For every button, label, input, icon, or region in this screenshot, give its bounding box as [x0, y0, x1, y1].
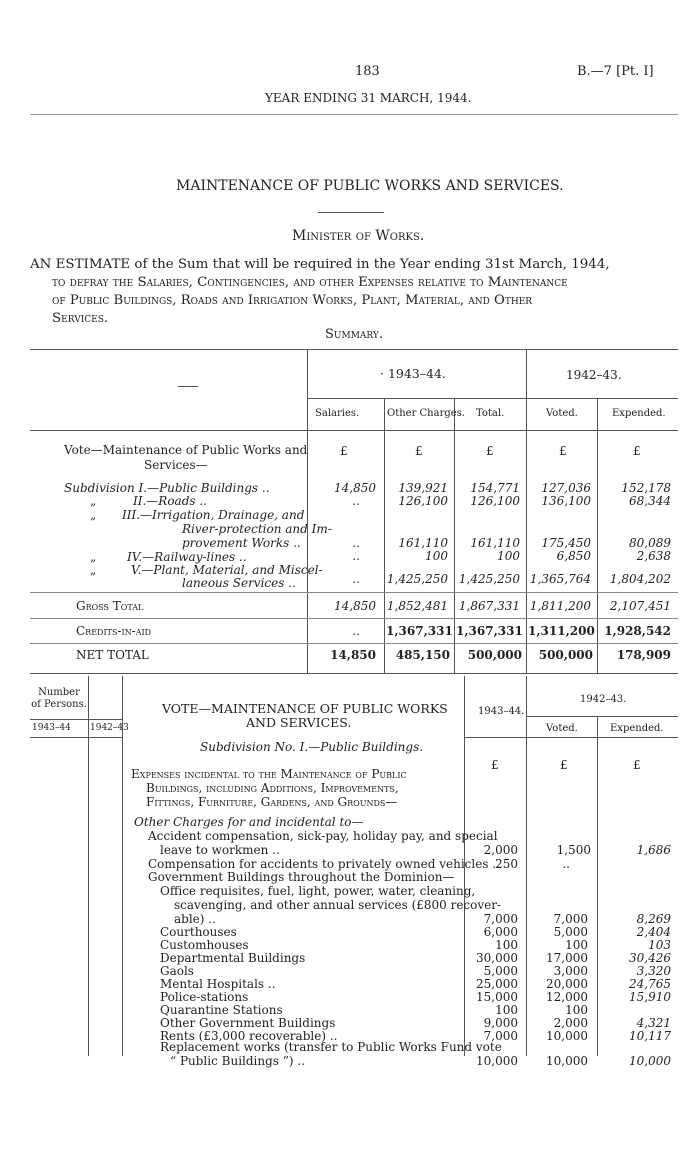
item-label: Mental Hospitals .. [160, 977, 276, 991]
cell-1943: 2,000 [483, 843, 518, 857]
cell-1943: 100 [495, 938, 518, 952]
pound-expended: £ [633, 444, 641, 458]
row-label-roads: II.—Roads .. [133, 494, 207, 508]
row-label: NET TOTAL [76, 648, 149, 662]
cell-total: 126,100 [470, 494, 520, 508]
cell-other: 1,367,331 [386, 624, 453, 638]
cell-voted: 17,000 [546, 951, 588, 965]
cell-total: 100 [497, 549, 520, 563]
cell-voted: 5,000 [553, 925, 588, 939]
cell-1943: 10,000 [476, 1054, 518, 1068]
cell-voted: .. [562, 857, 570, 871]
cell-total: 1,367,331 [456, 624, 523, 638]
cell-voted: 1,811,200 [529, 599, 591, 613]
cell-expended: 15,910 [629, 990, 671, 1004]
row-label-plant-2: laneous Services .. [182, 576, 296, 590]
cell-expended: 2,404 [636, 925, 671, 939]
pound-other: £ [415, 444, 423, 458]
item-label-cont: leave to workmen .. [160, 843, 280, 857]
col-1942-43: 1942–43. [566, 368, 622, 382]
header-other-charges: Other Charges. [387, 408, 465, 419]
cell-expended: 1,804,202 [609, 572, 671, 586]
detail-col-1942-43: 1942–43. [580, 694, 627, 705]
ditto-mark: „ [90, 508, 97, 522]
title-rule [318, 212, 384, 213]
estimate-line-4: Services. [52, 311, 109, 326]
pound-voted: £ [559, 444, 567, 458]
cell-1943: 30,000 [476, 951, 518, 965]
page-title: MAINTENANCE OF PUBLIC WORKS AND SERVICES. [176, 178, 564, 194]
cell-voted: 127,036 [541, 481, 591, 495]
persons-header-2: of Persons. [31, 699, 87, 710]
cell-expended: 2,107,451 [609, 599, 671, 613]
ditto-mark: „ [90, 550, 97, 564]
cell-salaries: 14,850 [334, 599, 376, 613]
cell-1943: 9,000 [483, 1016, 518, 1030]
cell-expended: 152,178 [621, 481, 671, 495]
cell-expended: 8,269 [636, 912, 671, 926]
expenses-heading-2: Buildings, including Additions, Improvements, [146, 781, 399, 795]
cell-voted: 10,000 [546, 1029, 588, 1043]
vote-title-2: AND SERVICES. [246, 715, 352, 730]
cell-voted: 7,000 [553, 912, 588, 926]
detail-header-expended: Expended. [610, 723, 664, 734]
cell-voted: 1,500 [556, 843, 591, 857]
cell-voted: 1,365,764 [529, 572, 591, 586]
cell-other: 161,110 [398, 536, 448, 550]
cell-salaries: 14,850 [334, 481, 376, 495]
cell-expended: 10,117 [629, 1029, 671, 1043]
summary-heading: Summary. [325, 327, 383, 342]
cell-1943: 7,000 [483, 1029, 518, 1043]
header-expended: Expended. [612, 408, 666, 419]
cell-expended: 103 [648, 938, 671, 952]
cell-other: 1,425,250 [386, 572, 448, 586]
cell-voted: 2,000 [553, 1016, 588, 1030]
ditto-mark: „ [90, 494, 97, 508]
cell-total: 154,771 [470, 481, 520, 495]
cell-expended: 24,765 [629, 977, 671, 991]
cell-salaries: .. [352, 536, 360, 550]
cell-salaries: .. [352, 494, 360, 508]
year-heading: YEAR ENDING 31 MARCH, 1944. [265, 91, 472, 105]
government-buildings-heading: Government Buildings throughout the Dominion— [148, 870, 455, 884]
item-label-cont: able) .. [174, 912, 216, 926]
row-label-irrigation: III.—Irrigation, Drainage, and [122, 508, 305, 522]
cell-voted: 10,000 [546, 1054, 588, 1068]
header-rule [30, 114, 678, 115]
subdivision-heading: Subdivision No. I.—Public Buildings. [200, 740, 424, 754]
cell-other: 100 [425, 549, 448, 563]
persons-1943-44: 1943–44 [32, 723, 71, 733]
header-voted: Voted. [546, 408, 578, 419]
cell-expended: 1,686 [636, 843, 671, 857]
vote-title: VOTE—MAINTENANCE OF PUBLIC WORKS [162, 701, 448, 716]
persons-header: Number [38, 687, 80, 698]
row-label-plant: V.—Plant, Material, and Miscel- [131, 563, 323, 577]
col-1943-44: · 1943–44. [380, 366, 446, 381]
header-salaries: Salaries. [315, 408, 360, 419]
item-label: Compensation for accidents to privately owned vehicles .. [148, 857, 500, 871]
row-label-public-buildings: Subdivision I.—Public Buildings .. [64, 481, 270, 495]
cell-other: 139,921 [398, 481, 448, 495]
cell-1943: 25,000 [476, 977, 518, 991]
cell-1943: 6,000 [483, 925, 518, 939]
item-label: Customhouses [160, 938, 249, 952]
estimate-intro: AN ESTIMATE of the Sum that will be required in the Year ending 31st March, 1944, [30, 257, 610, 272]
expenses-heading-3: Fittings, Furniture, Gardens, and Grounds— [146, 795, 398, 809]
cell-expended: 80,089 [629, 536, 671, 550]
item-label: Other Government Buildings [160, 1016, 336, 1030]
item-label: Replacement works (transfer to Public Works Fund vote [160, 1040, 502, 1054]
cell-voted: 12,000 [546, 990, 588, 1004]
persons-1942-43: 1942–43 [90, 723, 129, 733]
cell-voted: 3,000 [553, 964, 588, 978]
cell-total: 1,867,331 [458, 599, 520, 613]
pound-total: £ [486, 444, 494, 458]
cell-1943: 250 [495, 857, 518, 871]
vote-label: Vote—Maintenance of Public Works and [64, 443, 308, 457]
other-charges-heading: Other Charges for and incidental to— [134, 815, 364, 829]
cell-salaries: .. [352, 549, 360, 563]
row-label-irrigation-2: River-protection and Im- [182, 522, 332, 536]
cell-1943: 5,000 [483, 964, 518, 978]
row-label-irrigation-3: provement Works .. [182, 536, 301, 550]
item-label-cont: “ Public Buildings ”) .. [170, 1054, 306, 1068]
pound-1943: £ [491, 758, 499, 772]
item-label: Gaols [160, 964, 194, 978]
detail-col-1943-44: 1943–44. [478, 706, 525, 717]
cell-voted: 100 [565, 938, 588, 952]
cell-expended: 10,000 [629, 1054, 671, 1068]
pound-voted: £ [560, 758, 568, 772]
cell-1943: 7,000 [483, 912, 518, 926]
document-reference: B.—7 [Pt. I] [577, 64, 654, 79]
cell-total: 161,110 [470, 536, 520, 550]
item-label: Departmental Buildings [160, 951, 306, 965]
expenses-heading: Expenses incidental to the Maintenance of Public [131, 767, 407, 781]
cell-other: 485,150 [395, 648, 450, 662]
cell-expended: 178,909 [616, 648, 671, 662]
cell-salaries: .. [352, 624, 360, 638]
cell-expended: 4,321 [636, 1016, 671, 1030]
row-label: Credits-in-aid [76, 624, 152, 638]
minister-heading: Minister of Works. [292, 228, 425, 244]
cell-voted: 100 [565, 1003, 588, 1017]
cell-expended: 68,344 [629, 494, 671, 508]
cell-expended: 2,638 [636, 549, 671, 563]
cell-voted: 175,450 [541, 536, 591, 550]
row-label-railway: IV.—Railway-lines .. [127, 550, 247, 564]
pound-salaries: £ [340, 444, 348, 458]
item-label: Quarantine Stations [160, 1003, 283, 1017]
header-total: Total. [476, 408, 505, 419]
vote-label-cont: Services— [144, 458, 208, 472]
cell-1943: 15,000 [476, 990, 518, 1004]
cell-other: 1,852,481 [386, 599, 448, 613]
ditto-mark: „ [90, 563, 97, 577]
item-label: Police-stations [160, 990, 249, 1004]
item-label: Accident compensation, sick-pay, holiday pay, and special [148, 829, 498, 843]
cell-salaries: .. [352, 572, 360, 586]
detail-header-voted: Voted. [546, 723, 578, 734]
cell-voted: 6,850 [556, 549, 591, 563]
cell-other: 126,100 [398, 494, 448, 508]
cell-expended: 1,928,542 [604, 624, 671, 638]
row-label: Gross Total [76, 599, 144, 613]
cell-expended: 3,320 [636, 964, 671, 978]
cell-voted: 20,000 [546, 977, 588, 991]
cell-1943: 100 [495, 1003, 518, 1017]
estimate-line-2: to defray the Salaries, Contingencies, and other Expenses relative to Maintenance [52, 275, 568, 290]
estimate-line-3: of Public Buildings, Roads and Irrigation Works, Plant, Material, and Other [52, 293, 533, 308]
item-label: Office requisites, fuel, light, power, water, cleaning, [160, 884, 476, 898]
page-number: 183 [355, 64, 380, 79]
cell-voted: 1,311,200 [528, 624, 595, 638]
pound-expended: £ [633, 758, 641, 772]
item-label: Rents (£3,000 recoverable) .. [160, 1029, 338, 1043]
cell-voted: 500,000 [538, 648, 593, 662]
cell-expended: 30,426 [629, 951, 671, 965]
cell-total: 1,425,250 [458, 572, 520, 586]
item-label: Courthouses [160, 925, 237, 939]
cell-total: 500,000 [467, 648, 522, 662]
cell-voted: 136,100 [541, 494, 591, 508]
cell-salaries: 14,850 [330, 648, 376, 662]
item-label-cont: scavenging, and other annual services (£800 recover- [174, 898, 502, 912]
